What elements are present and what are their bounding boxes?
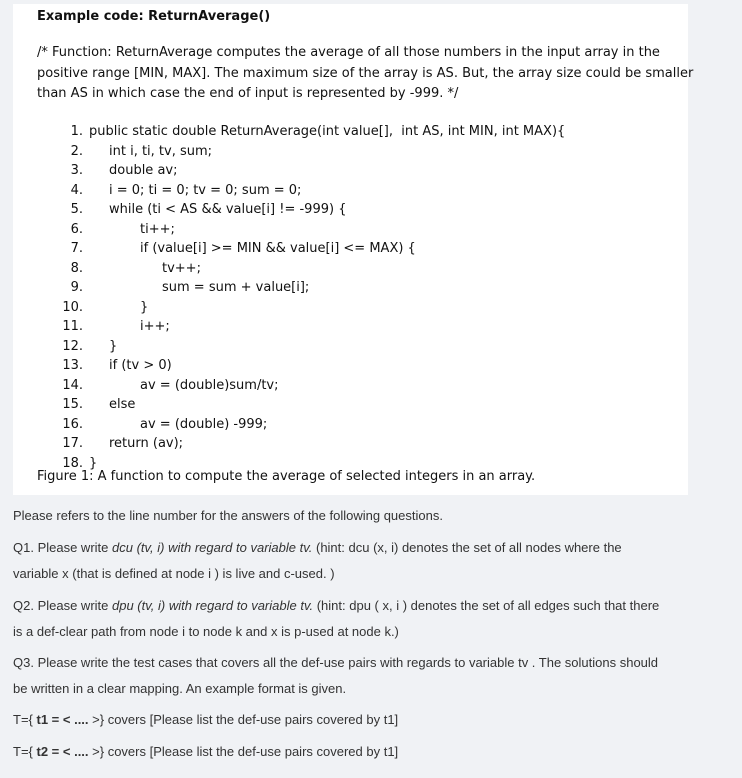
t2-brace: >} bbox=[92, 744, 105, 759]
code-text: while (ti < AS && value[i] != -999) { bbox=[109, 202, 347, 217]
code-line bbox=[13, 259, 613, 278]
code-line bbox=[13, 356, 613, 375]
q1-italic: dcu (tv, i) with regard to variable tv. bbox=[112, 540, 313, 555]
line-number: 14. bbox=[62, 377, 83, 393]
t1-brace: >} bbox=[92, 712, 105, 727]
line-number: 9. bbox=[70, 280, 83, 295]
code-text: if (tv > 0) bbox=[109, 358, 172, 373]
t2-bold: t2 = < bbox=[36, 744, 71, 759]
line-number: 8. bbox=[70, 260, 83, 276]
questions-intro: Please refers to the line number for the answers of the following questions. bbox=[13, 508, 443, 523]
code-text: sum = sum + value[i]; bbox=[162, 280, 310, 295]
line-number: 17. bbox=[62, 436, 83, 451]
code-text: } bbox=[89, 455, 98, 471]
q2-prefix: Q2. Please write bbox=[13, 598, 112, 613]
line-number: 6. bbox=[70, 221, 83, 237]
code-text: av = (double) -999; bbox=[140, 416, 268, 432]
line-number: 18. bbox=[62, 455, 83, 471]
code-text: } bbox=[140, 299, 149, 315]
code-text: } bbox=[109, 338, 118, 354]
line-number: 13. bbox=[62, 358, 83, 373]
line-number: 7. bbox=[70, 241, 83, 256]
line-number: 16. bbox=[62, 416, 83, 432]
figure-caption: Figure 1: A function to compute the average of selected integers in an array. bbox=[37, 469, 536, 484]
line-number: 3. bbox=[70, 163, 83, 178]
code-line bbox=[13, 181, 613, 200]
q1-hint: (hint: dcu (x, i) denotes the set of all nodes where the bbox=[312, 540, 622, 555]
q2-hint: (hint: dpu ( x, i ) denotes the set of all edges such that there bbox=[313, 598, 660, 613]
q1-line2: variable x (that is defined at node i ) is live and c-used. ) bbox=[13, 566, 335, 581]
line-number: 2. bbox=[70, 143, 83, 159]
code-text: tv++; bbox=[162, 260, 201, 276]
question-2 bbox=[13, 593, 735, 645]
code-line bbox=[13, 317, 613, 336]
code-line bbox=[13, 415, 613, 434]
code-line bbox=[13, 142, 613, 161]
code-text: else bbox=[109, 397, 136, 412]
t1-pre: T={ bbox=[13, 712, 37, 727]
code-line bbox=[13, 220, 613, 239]
q3-line2: be written in a clear mapping. An example format is given. bbox=[13, 681, 347, 696]
comment-line: /* Function: ReturnAverage computes the average of all those numbers in the input array in the bbox=[37, 45, 660, 60]
t1-mid: .... bbox=[70, 712, 93, 727]
code-text: int i, ti, tv, sum; bbox=[109, 143, 213, 159]
code-text: i = 0; ti = 0; tv = 0; sum = 0; bbox=[109, 182, 302, 198]
line-number: 4. bbox=[70, 182, 83, 198]
code-line bbox=[13, 376, 613, 395]
line-number: 12. bbox=[62, 338, 83, 354]
code-text: public static double ReturnAverage(int value[], int AS, int MIN, int MAX){ bbox=[89, 124, 566, 139]
q2-italic: dpu (tv, i) with regard to variable tv. bbox=[112, 598, 314, 613]
code-line bbox=[13, 298, 613, 317]
example-title: Example code: ReturnAverage() bbox=[37, 9, 271, 24]
comment-line: positive range [MIN, MAX]. The maximum size of the array is AS. But, the array size could be smaller bbox=[37, 65, 694, 81]
code-text: ti++; bbox=[140, 221, 175, 237]
code-example-panel bbox=[13, 4, 694, 495]
code-line bbox=[13, 337, 613, 356]
line-number: 1. bbox=[70, 124, 83, 139]
code-text: av = (double)sum/tv; bbox=[140, 377, 279, 393]
comment-line: than AS in which case the end of input is represented by -999. */ bbox=[37, 86, 459, 101]
code-line bbox=[13, 395, 613, 414]
line-number: 5. bbox=[70, 202, 83, 217]
q3-line1: Q3. Please write the test cases that covers all the def-use pairs with regards to variable tv . The solutions should bbox=[13, 655, 659, 670]
line-number: 11. bbox=[62, 319, 83, 334]
code-text: return (av); bbox=[109, 436, 184, 451]
code-line bbox=[13, 122, 613, 141]
line-number: 10. bbox=[62, 299, 83, 315]
question-3 bbox=[13, 650, 735, 702]
t2-pre: T={ bbox=[13, 744, 37, 759]
line-number: 15. bbox=[62, 397, 83, 412]
test-case-t1 bbox=[13, 707, 735, 733]
t2-mid: .... bbox=[70, 744, 93, 759]
code-text: if (value[i] >= MIN && value[i] <= MAX) { bbox=[140, 241, 416, 256]
t1-bold: t1 = < bbox=[36, 712, 71, 727]
q2-line2: is a def-clear path from node i to node k and x is p-used at node k.) bbox=[13, 624, 399, 639]
t1-rest: covers [Please list the def-use pairs covered by t1] bbox=[104, 712, 399, 727]
code-line bbox=[13, 239, 613, 258]
code-line bbox=[13, 161, 613, 180]
code-line bbox=[13, 278, 613, 297]
test-case-t2 bbox=[13, 739, 735, 765]
code-text: double av; bbox=[109, 163, 178, 178]
code-line bbox=[13, 200, 613, 219]
code-text: i++; bbox=[140, 319, 170, 334]
t2-rest: covers [Please list the def-use pairs covered by t1] bbox=[104, 744, 399, 759]
code-line bbox=[13, 434, 613, 453]
question-1 bbox=[13, 535, 735, 587]
q1-prefix: Q1. Please write bbox=[13, 540, 112, 555]
